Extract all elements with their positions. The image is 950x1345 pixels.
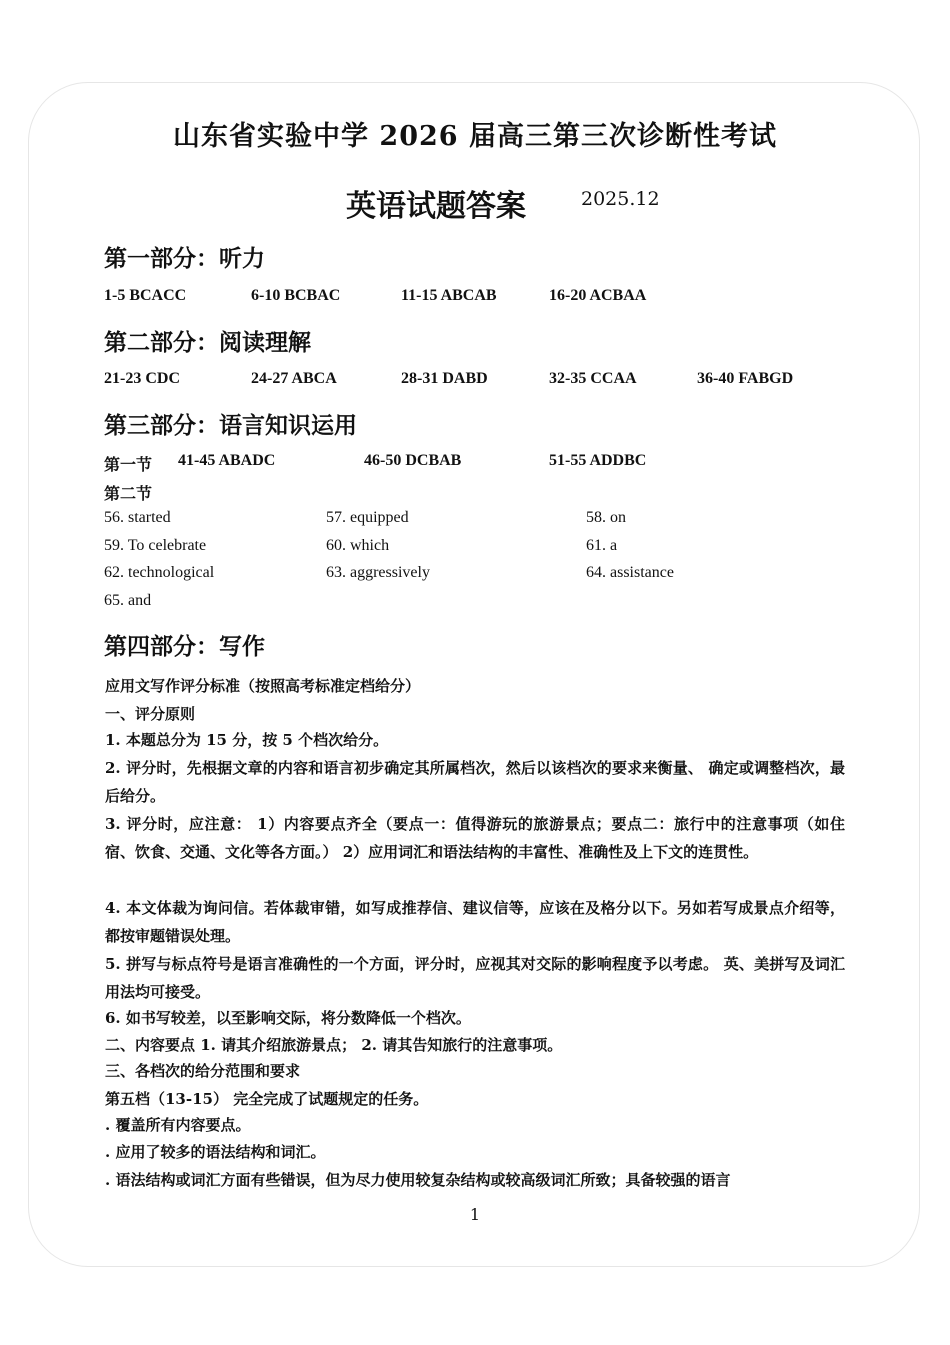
answer-group: 1-5 BCACC bbox=[104, 287, 187, 304]
principle-item: 6. 如书写较差，以至影响交际，将分数降低一个档次。 bbox=[105, 1009, 471, 1027]
fill-answer: 58. on bbox=[586, 509, 626, 526]
part3-heading: 第三部分：语言知识运用 bbox=[104, 412, 357, 439]
principle-item: 2. 评分时，先根据文章的内容和语言初步确定其所属档次，然后以该档次的要求来衡量、 确定或调整档次，最后给分。 bbox=[105, 759, 845, 805]
answer-group: 51-55 ADDBC bbox=[549, 452, 647, 469]
section2-label: 第二节 bbox=[104, 486, 153, 503]
writing-subheading: 应用文写作评分标准（按照高考标准定档给分） bbox=[105, 677, 421, 695]
fill-answer: 57. equipped bbox=[326, 509, 409, 526]
fill-answer: 61. a bbox=[586, 537, 618, 554]
answer-group: 11-15 ABCAB bbox=[401, 287, 497, 304]
content-points: 二、内容要点 1. 请其介绍旅游景点； 2. 请其告知旅行的注意事项。 bbox=[105, 1036, 563, 1054]
answer-group: 32-35 CCAA bbox=[549, 370, 637, 387]
principle-item: 3. 评分时，应注意： 1）内容要点齐全（要点一：值得游玩的旅游景点；要点二：旅行中的注意事项（如住宿、饮食、交通、文化等各方面。） 2）应用词汇和语法结构的丰富性、准确性及上下文的连贯性。 bbox=[105, 815, 845, 861]
answer-group: 36-40 FABGD bbox=[697, 370, 794, 387]
principle-item: 4. 本文体裁为询问信。若体裁审错，如写成推荐信、建议信等，应该在及格分以下。另如若写成景点介绍等，都按审题错误处理。 bbox=[105, 899, 845, 945]
answer-group: 41-45 ABADC bbox=[178, 452, 276, 469]
fill-answer: 60. which bbox=[326, 537, 390, 554]
exam-date: 2025.12 bbox=[581, 188, 660, 210]
section1-label: 第一节 bbox=[104, 457, 153, 474]
answer-group: 28-31 DABD bbox=[401, 370, 488, 387]
level5-item: . 语法结构或词汇方面有些错误，但为尽力使用较复杂结构或较高级词汇所致；具备较强的语言 bbox=[105, 1171, 731, 1189]
principle-item: 5. 拼写与标点符号是语言准确性的一个方面，评分时，应视其对交际的影响程度予以考虑。 英、美拼写及词汇用法均可接受。 bbox=[105, 955, 845, 1001]
level5-item: . 覆盖所有内容要点。 bbox=[105, 1116, 251, 1134]
principle-item: 1. 本题总分为 15 分，按 5 个档次给分。 bbox=[105, 731, 389, 749]
answer-group: 46-50 DCBAB bbox=[364, 452, 462, 469]
part4-heading: 第四部分：写作 bbox=[104, 633, 265, 660]
level5-item: . 应用了较多的语法结构和词汇。 bbox=[105, 1143, 326, 1161]
answer-group: 24-27 ABCA bbox=[251, 370, 337, 387]
answer-group: 6-10 BCBAC bbox=[251, 287, 341, 304]
answer-group: 16-20 ACBAA bbox=[549, 287, 647, 304]
fill-answer: 59. To celebrate bbox=[104, 537, 207, 554]
fill-answer: 62. technological bbox=[104, 564, 215, 581]
document-subtitle: 英语试题答案 bbox=[346, 189, 526, 224]
fill-answer: 64. assistance bbox=[586, 564, 674, 581]
levels-heading: 三、各档次的给分范围和要求 bbox=[105, 1062, 301, 1080]
document-title: 山东省实验中学 2026 届高三第三次诊断性考试 bbox=[173, 121, 777, 152]
page-number: 1 bbox=[469, 1205, 481, 1224]
part1-heading: 第一部分：听力 bbox=[104, 245, 265, 272]
fill-answer: 56. started bbox=[104, 509, 171, 526]
fill-answer: 63. aggressively bbox=[326, 564, 430, 581]
part2-heading: 第二部分：阅读理解 bbox=[104, 329, 311, 356]
fill-answer: 65. and bbox=[104, 592, 152, 609]
level5-line: 第五档（13-15） 完全完成了试题规定的任务。 bbox=[105, 1090, 429, 1108]
answer-group: 21-23 CDC bbox=[104, 370, 180, 387]
principles-heading: 一、评分原则 bbox=[105, 705, 196, 723]
